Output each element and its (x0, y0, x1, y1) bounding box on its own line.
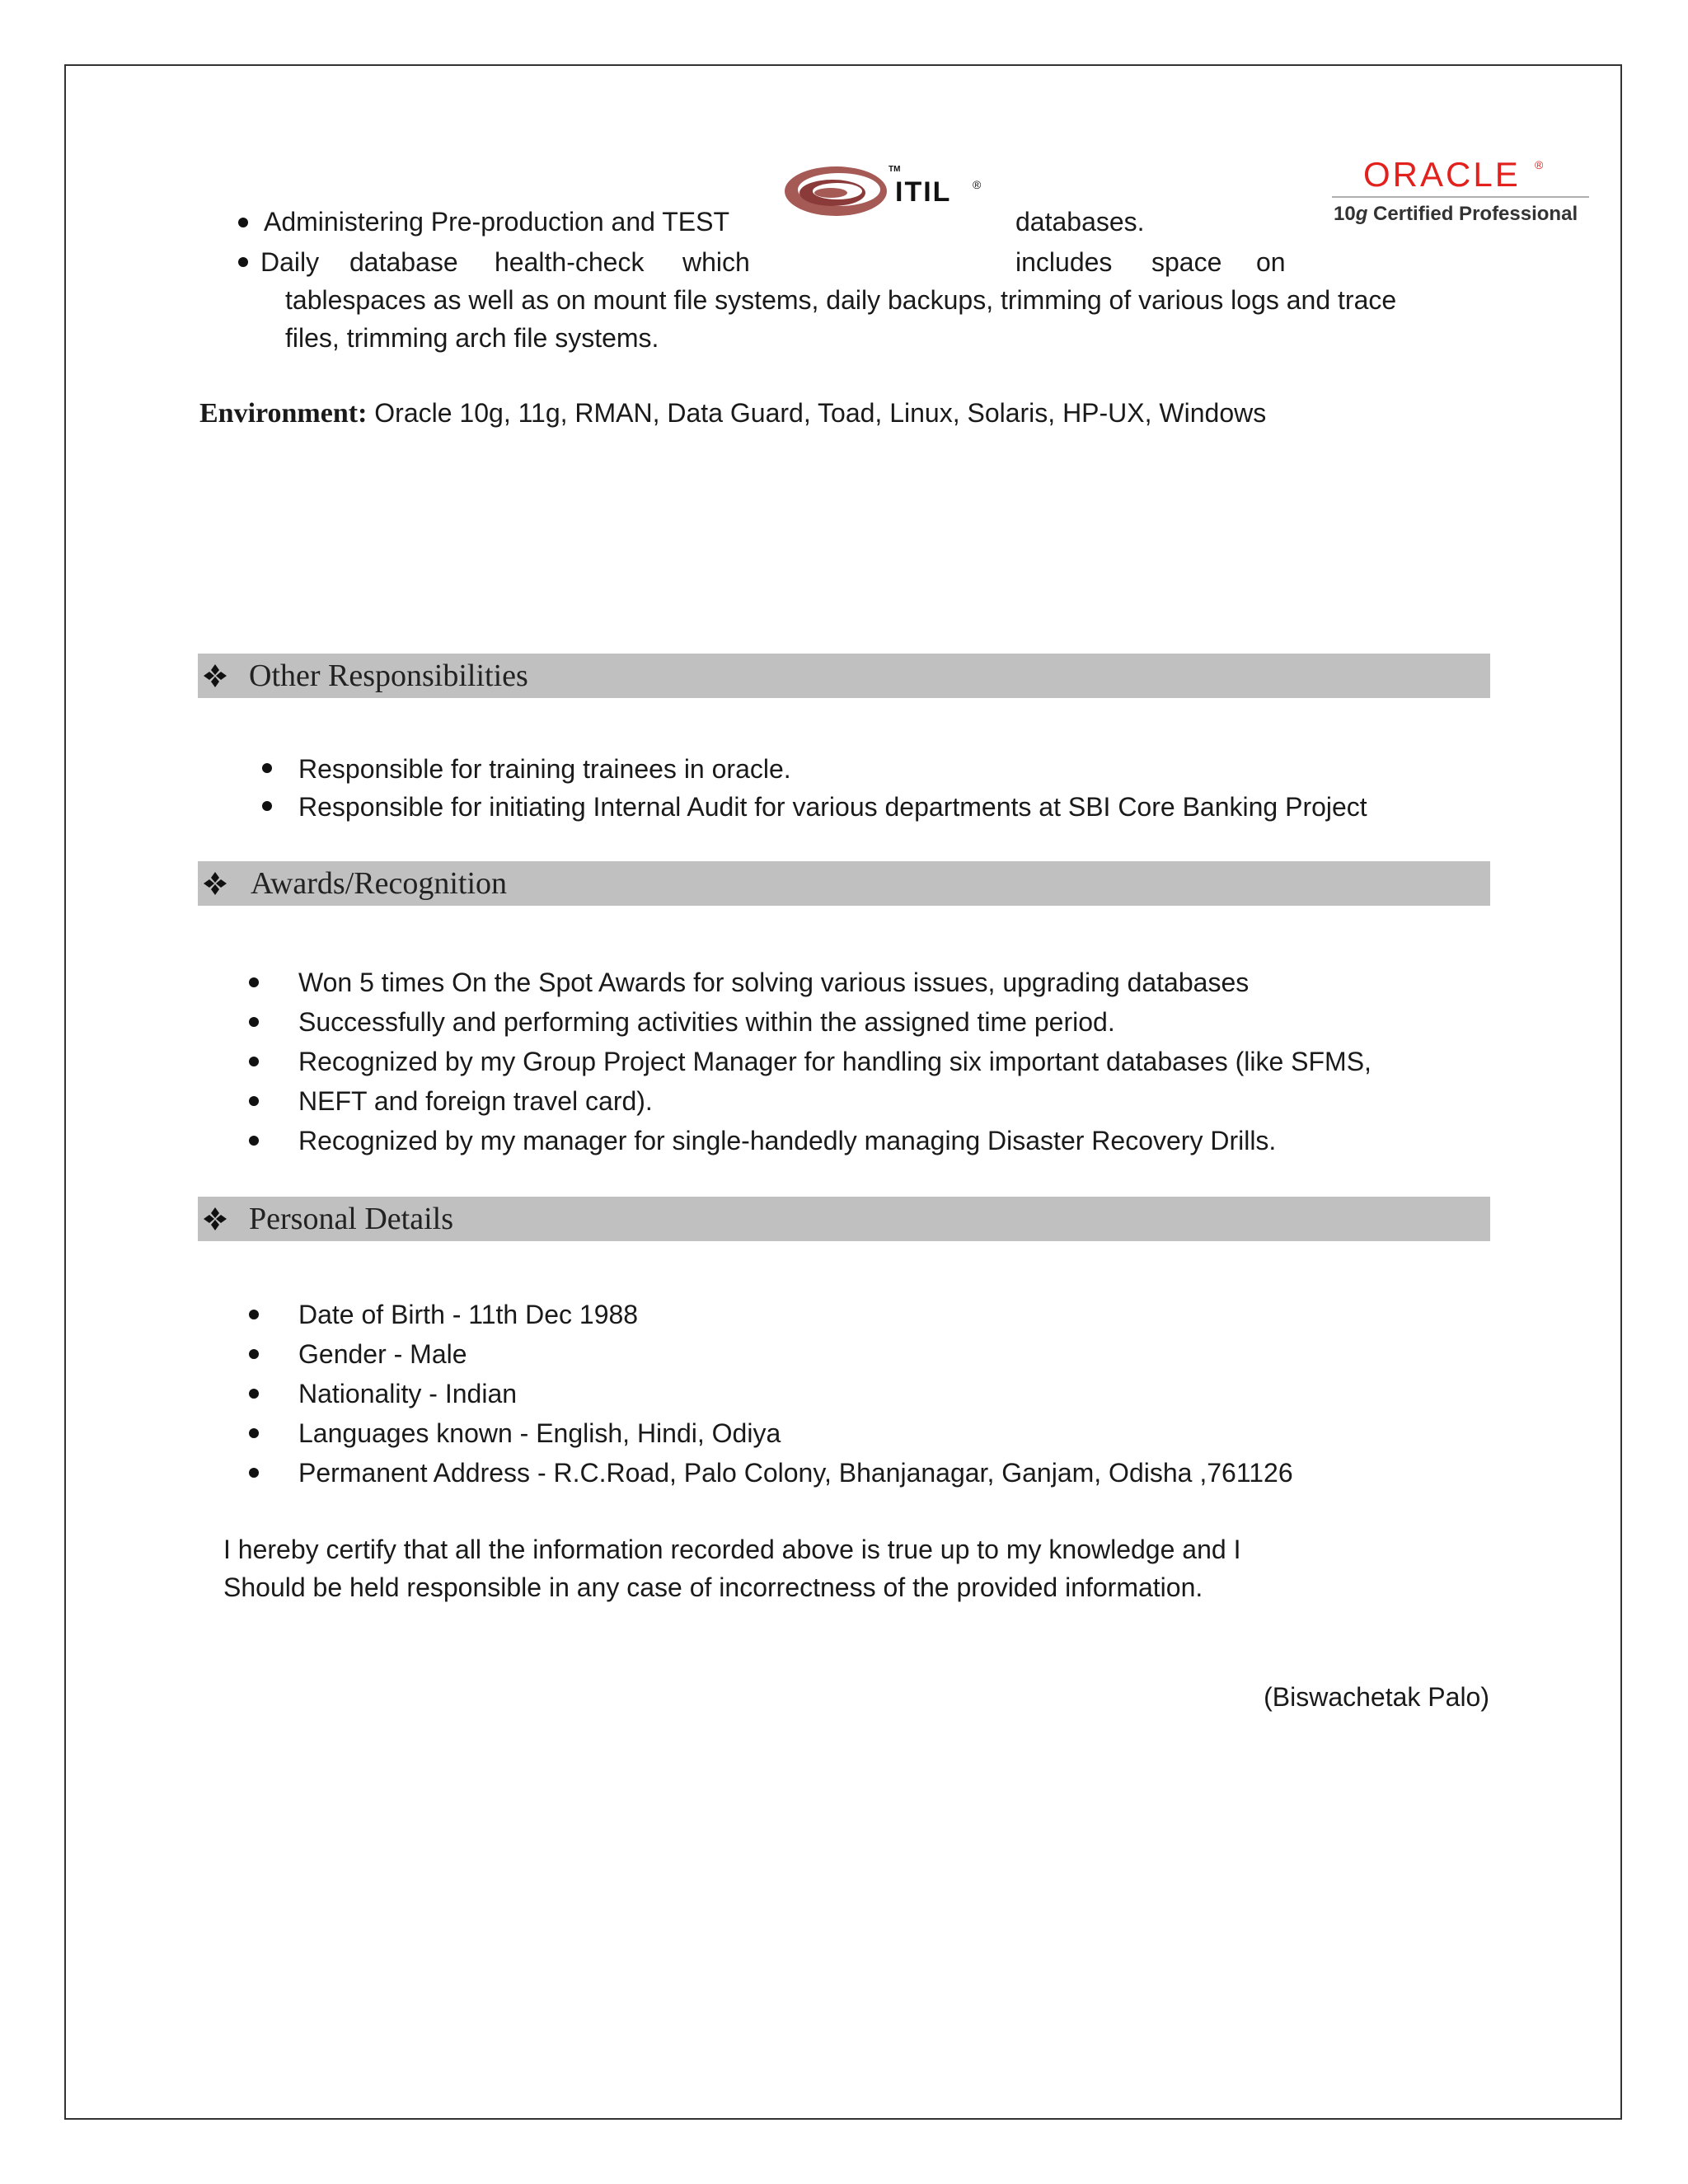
bullet-icon (249, 1310, 259, 1319)
oracle-wordmark: ORACLE (1363, 155, 1521, 194)
environment-value: Oracle 10g, 11g, RMAN, Data Guard, Toad, Linux, Solaris, HP-UX, Windows (367, 398, 1267, 428)
section-header-awards-recognition (198, 861, 1490, 906)
bullet-icon (249, 1468, 259, 1478)
list-item: Permanent Address - R.C.Road, Palo Colony, Bhanjanagar, Ganjam, Odisha ,761126 (298, 1458, 1293, 1488)
bullet-icon (262, 801, 272, 811)
oracle-registered-mark: ® (1535, 158, 1544, 171)
top-bullet-2-word: health-check (495, 247, 645, 277)
bullet-icon (249, 1349, 259, 1359)
list-item: Won 5 times On the Spot Awards for solving various issues, upgrading databases (298, 968, 1250, 997)
itil-wordmark: ITIL (895, 176, 952, 208)
section-title: Other Responsibilities (249, 658, 528, 693)
declaration-line: Should be held responsible in any case of incorrectness of the provided information. (223, 1572, 1203, 1602)
itil-tm-mark: TM (889, 165, 901, 174)
diamond-bullet-icon (203, 871, 227, 896)
diamond-bullet-icon (203, 1207, 227, 1231)
list-item: NEFT and foreign travel card). (298, 1086, 653, 1116)
declaration-line: I hereby certify that all the information recorded above is true up to my knowledge and I (223, 1535, 1241, 1564)
top-bullet-2-word: Daily (260, 247, 320, 277)
list-item: Successfully and performing activities within the assigned time period. (298, 1007, 1115, 1037)
top-bullet-2-continuation: files, trimming arch file systems. (285, 323, 659, 353)
bullet-icon (238, 257, 248, 267)
top-bullet-1-left: Administering Pre-production and TEST (264, 207, 730, 237)
itil-swoosh-icon (781, 162, 897, 223)
list-item: Responsible for initiating Internal Audit for various departments at SBI Core Banking Project (298, 792, 1367, 822)
top-bullet-2-word: on (1256, 247, 1286, 277)
list-item: Date of Birth - 11th Dec 1988 (298, 1300, 639, 1329)
oracle-logo (1332, 155, 1589, 234)
environment-line (199, 394, 1266, 433)
bullet-icon (249, 1428, 259, 1438)
list-item: Languages known - English, Hindi, Odiya (298, 1418, 781, 1448)
top-bullet-2-word: database (349, 247, 458, 277)
list-item: Responsible for training trainees in oracle. (298, 754, 791, 784)
section-header-other-responsibilities (198, 654, 1490, 698)
section-title: Awards/Recognition (251, 866, 508, 901)
oracle-divider (1332, 196, 1589, 198)
itil-registered-mark: ® (973, 178, 982, 191)
bullet-icon (249, 1136, 259, 1146)
top-bullet-2-word: space (1151, 247, 1222, 277)
top-bullet-2-word: which (682, 247, 750, 277)
top-bullet-2-word: includes (1015, 247, 1113, 277)
section-title: Personal Details (249, 1202, 454, 1236)
bullet-icon (249, 1057, 259, 1066)
top-bullet-2-continuation: tablespaces as well as on mount file systems, daily backups, trimming of various logs and trace (285, 285, 1397, 315)
bullet-icon (238, 218, 248, 227)
section-header-personal-details (198, 1197, 1490, 1241)
bullet-icon (249, 1017, 259, 1027)
bullet-icon (249, 977, 259, 987)
bullet-icon (249, 1389, 259, 1399)
top-bullet-1-right: databases. (1015, 207, 1145, 237)
itil-logo (781, 162, 996, 223)
diamond-bullet-icon (203, 663, 227, 688)
oracle-certification-label: 10g Certified Professional (1334, 203, 1578, 225)
bullet-icon (249, 1096, 259, 1106)
bullet-icon (262, 763, 272, 773)
list-item: Recognized by my Group Project Manager for handling six important databases (like SFMS, (298, 1047, 1372, 1076)
signature-name: (Biswachetak Palo) (1264, 1682, 1489, 1712)
list-item: Nationality - Indian (298, 1379, 518, 1408)
environment-label: Environment: (199, 398, 368, 429)
list-item: Gender - Male (298, 1339, 467, 1369)
list-item: Recognized by my manager for single-handedly managing Disaster Recovery Drills. (298, 1126, 1277, 1155)
